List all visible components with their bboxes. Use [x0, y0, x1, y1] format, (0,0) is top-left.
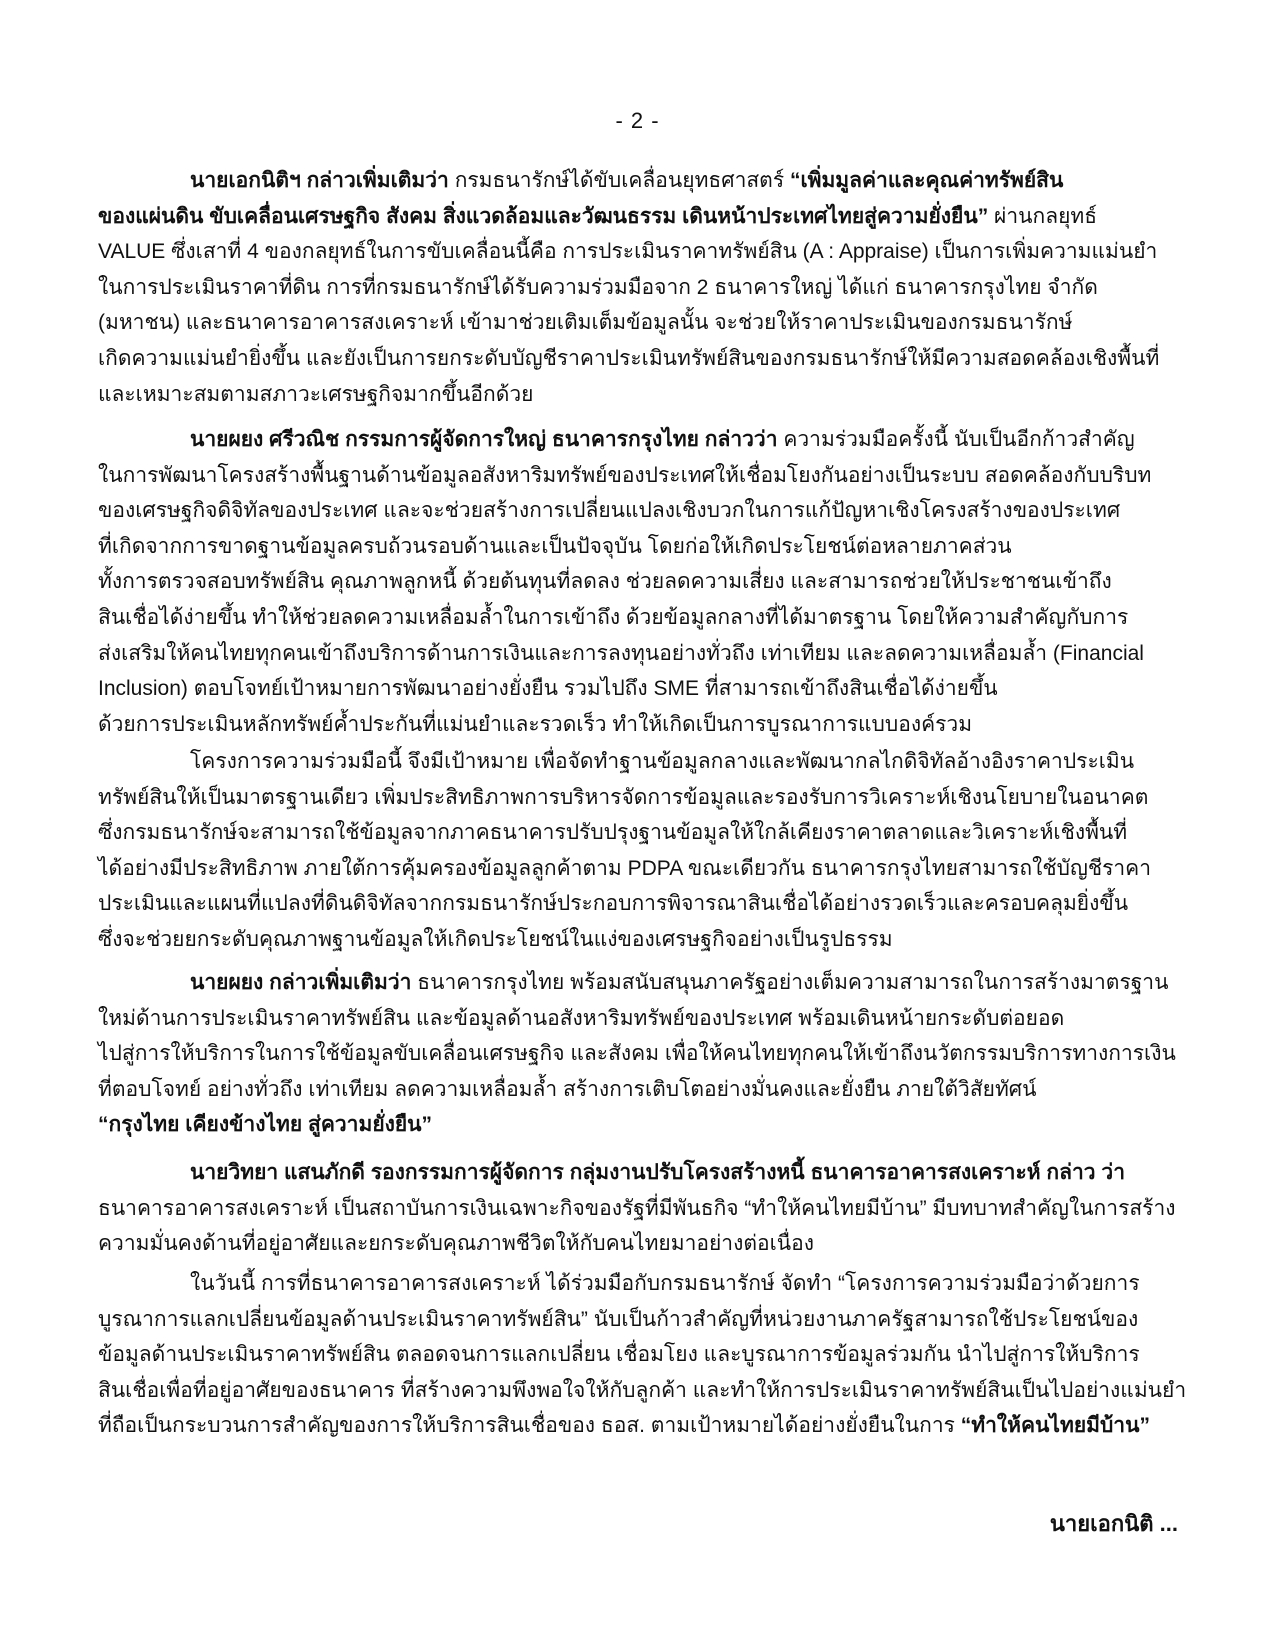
text-line: [98, 377, 1178, 413]
text-line: [98, 600, 1178, 636]
text-line: [98, 493, 1178, 529]
text-segment: และเหมาะสมตามสภาวะเศรษฐกิจมากขึ้นอีกด้วย: [98, 382, 534, 406]
text-line: [98, 1072, 1178, 1108]
text-segment: ในการพัฒนาโครงสร้างพื้นฐานด้านข้อมูลอสังหาริมทรัพย์ของประเทศให้เชื่อมโยงกันอย่างเป็นระบบ สอดคล้องกับบริบท: [98, 463, 1152, 487]
text-segment: ซึ่งกรมธนารักษ์จะสามารถใช้ข้อมูลจากภาคธนาคารปรับปรุงฐานข้อมูลให้ใกล้เคียงราคาตลาดและวิเคราะห์เชิงพื้นที่: [98, 821, 1128, 845]
bold-text-segment: ของแผ่นดิน ขับเคลื่อนเศรษฐกิจ สังคม สิ่งแวดล้อมและวัฒนธรรม เดินหน้าประเทศไทยสู่ความยั่งยืน”: [98, 204, 989, 228]
text-segment: ในการประเมินราคาที่ดิน การที่กรมธนารักษ์ได้รับความร่วมมือจาก 2 ธนาคารใหญ่ ได้แก่ ธนาคารกรุงไทย จำกัด: [98, 275, 1098, 299]
bold-text-segment: นายวิทยา แสนภักดี รองกรรมการผู้จัดการ กลุ่มงานปรับโครงสร้างหนี้ ธนาคารอาคารสงเคราะห์ กล่าว ว่า: [190, 1161, 1125, 1184]
text-line: [98, 1408, 1178, 1444]
text-segment: Inclusion) ตอบโจทย์เป้าหมายการพัฒนาอย่างยั่งยืน รวมไปถึง SME ที่สามารถเข้าถึงสินเชื่อได้ง่ายขึ้น: [98, 677, 998, 701]
text-line: [98, 1373, 1187, 1409]
text-line: [98, 1266, 1178, 1302]
text-line: [98, 305, 1178, 341]
text-line: [98, 199, 1178, 235]
text-segment: ประเมินและแผนที่แปลงที่ดินดิจิทัลจากกรมธนารักษ์ประกอบการพิจารณาสินเชื่อได้อย่างรวดเร็วและครอบคลุมยิ่งขึ้น: [98, 892, 1129, 916]
text-segment: เกิดความแม่นยำยิ่งขึ้น และยังเป็นการยกระดับบัญชีราคาประเมินทรัพย์สินของกรมธนารักษ์ให้มีความสอดคล้องเชิงพื้นที่: [98, 346, 1160, 370]
text-segment: ด้วยการประเมินหลักทรัพย์ค้ำประกันที่แม่นยำและรวดเร็ว ทำให้เกิดเป็นการบูรณาการแบบองค์รวม: [98, 712, 973, 736]
bold-text-segment: “ทำให้คนไทยมีบ้าน”: [960, 1414, 1150, 1438]
text-segment: ทั้งการตรวจสอบทรัพย์สิน คุณภาพลูกหนี้ ด้วยต้นทุนที่ลดลง ช่วยลดความเสี่ยง และสามารถช่วยให้ประชาชนเข้าถึง: [98, 570, 1112, 594]
text-segment: ที่เกิดจากการขาดฐานข้อมูลครบถ้วนรอบด้านและเป็นปัจจุบัน โดยก่อให้เกิดประโยชน์ต่อหลายภาคส่วน: [98, 534, 1012, 558]
paragraph: [98, 965, 1178, 1143]
bold-text-segment: “กรุงไทย เคียงข้างไทย สู่ความยั่งยืน”: [98, 1113, 433, 1137]
text-line: [98, 922, 1178, 958]
text-segment: ความร่วมมือครั้งนี้ นับเป็นอีกก้าวสำคัญ: [783, 428, 1135, 451]
text-line: [98, 422, 1178, 458]
text-segment: กรมธนารักษ์ได้ขับเคลื่อนยุทธศาสตร์: [454, 169, 790, 192]
text-line: [98, 851, 1178, 887]
text-segment: ธนาคารอาคารสงเคราะห์ เป็นสถาบันการเงินเฉพาะกิจของรัฐที่มีพันธกิจ “ทำให้คนไทยมีบ้าน” มีบทบาทสำคัญในการสร้าง: [98, 1196, 1176, 1220]
text-line: [98, 1107, 1178, 1143]
text-line: [98, 564, 1178, 600]
text-segment: ความมั่นคงด้านที่อยู่อาศัยและยกระดับคุณภาพชีวิตให้กับคนไทยมาอย่างต่อเนื่อง: [98, 1232, 814, 1256]
paragraph: [98, 163, 1178, 412]
bold-text-segment: นายผยง กล่าวเพิ่มเติมว่า: [190, 971, 418, 994]
text-line: [98, 270, 1178, 306]
bold-text-segment: “เพิ่มมูลค่าและคุณค่าทรัพย์สิน: [789, 169, 1064, 192]
text-line: [98, 1001, 1178, 1037]
text-segment: VALUE ซึ่งเสาที่ 4 ของกลยุทธ์ในการขับเคลื่อนนี้คือ การประเมินราคาทรัพย์สิน (A : Appraise) เป็นการเพิ่มความแม่นยำ: [98, 240, 1158, 264]
text-line: [98, 341, 1178, 377]
text-segment: ได้อย่างมีประสิทธิภาพ ภายใต้การคุ้มครองข้อมูลลูกค้าตาม PDPA ขณะเดียวกัน ธนาคารกรุงไทยสามารถใช้บัญชีราคา: [98, 856, 1152, 880]
text-segment: ส่งเสริมให้คนไทยทุกคนเข้าถึงบริการด้านการเงินและการลงทุนอย่างทั่วถึง เท่าเทียม และลดความเหลื่อมล้ำ (Financial: [98, 641, 1144, 665]
text-segment: ซึ่งจะช่วยยกระดับคุณภาพฐานข้อมูลให้เกิดประโยชน์ในแง่ของเศรษฐกิจอย่างเป็นรูปธรรม: [98, 927, 893, 951]
text-segment: โครงการความร่วมมือนี้ จึงมีเป้าหมาย เพื่อจัดทำฐานข้อมูลกลางและพัฒนากลไกดิจิทัลอ้างอิงราคาประเมิน: [190, 750, 1135, 773]
text-segment: ทรัพย์สินให้เป็นมาตรฐานเดียว เพิ่มประสิทธิภาพการบริหารจัดการข้อมูลและรองรับการวิเคราะห์เชิงนโยบายในอนาคต: [98, 785, 1149, 809]
text-segment: ไปสู่การให้บริการในการใช้ข้อมูลขับเคลื่อนเศรษฐกิจ และสังคม เพื่อให้คนไทยทุกคนให้เข้าถึงนวัตกรรมบริการทางการเงิน: [98, 1042, 1176, 1066]
text-line: [98, 1191, 1178, 1227]
text-segment: ของเศรษฐกิจดิจิทัลของประเทศ และจะช่วยสร้างการเปลี่ยนแปลงเชิงบวกในการแก้ปัญหาเชิงโครงสร้างของประเทศ: [98, 499, 1121, 523]
text-line: [98, 744, 1178, 780]
text-segment: ใหม่ด้านการประเมินราคาทรัพย์สิน และข้อมูลด้านอสังหาริมทรัพย์ของประเทศ พร้อมเดินหน้ายกระดับต่อยอด: [98, 1006, 1065, 1030]
bold-text-segment: นายเอกนิติฯ กล่าวเพิ่มเติมว่า: [190, 169, 455, 192]
text-line: [98, 458, 1178, 494]
paragraph: [98, 1155, 1178, 1262]
text-segment: สินเชื่อได้ง่ายขึ้น ทำให้ช่วยลดความเหลื่อมล้ำในการเข้าถึง ด้วยข้อมูลกลางที่ได้มาตรฐาน โดยให้ความสำคัญกับการ: [98, 605, 1129, 629]
text-segment: ธนาคารกรุงไทย พร้อมสนับสนุนภาครัฐอย่างเต็มความสามารถในการสร้างมาตรฐาน: [417, 971, 1169, 994]
page-number: - 2 -: [615, 108, 660, 133]
text-segment: (มหาชน) และธนาคารอาคารสงเคราะห์ เข้ามาช่วยเติมเต็มข้อมูลนั้น จะช่วยให้ราคาประเมินของกรมธนารักษ์: [98, 311, 1073, 335]
text-segment: ที่ถือเป็นกระบวนการสำคัญของการให้บริการสินเชื่อของ ธอส. ตามเป้าหมายได้อย่างยั่งยืนในการ: [98, 1414, 961, 1438]
text-line: [98, 965, 1178, 1001]
text-line: [98, 886, 1178, 922]
text-segment: สินเชื่อเพื่อที่อยู่อาศัยของธนาคาร ที่สร้างความพึงพอใจให้กับลูกค้า และทำให้การประเมินราคาทรัพย์สินเป็นไปอย่างแม่นยำ: [98, 1378, 1187, 1402]
text-line: [98, 163, 1178, 199]
text-segment: ข้อมูลด้านประเมินราคาทรัพย์สิน ตลอดจนการแลกเปลี่ยน เชื่อมโยง และบูรณาการข้อมูลร่วมกัน นำไปสู่การให้บริการ: [98, 1343, 1140, 1367]
text-line: [98, 234, 1178, 270]
paragraph: [98, 422, 1178, 742]
text-line: [98, 815, 1178, 851]
bold-text-segment: นายผยง ศรีวณิช กรรมการผู้จัดการใหญ่ ธนาคารกรุงไทย กล่าวว่า: [190, 428, 784, 451]
text-line: [98, 780, 1178, 816]
text-line: [98, 1302, 1178, 1338]
text-line: [98, 1226, 1178, 1262]
text-segment: ผ่านกลยุทธ์: [988, 204, 1098, 228]
text-line: [98, 636, 1178, 672]
text-line: [98, 529, 1178, 565]
text-line: [98, 1036, 1178, 1072]
text-line: [98, 707, 1178, 743]
text-segment: ในวันนี้ การที่ธนาคารอาคารสงเคราะห์ ได้ร่วมมือกับกรมธนารักษ์ จัดทำ “โครงการความร่วมมือว่าด้วยการ: [190, 1272, 1140, 1295]
continuation-marker: นายเอกนิติ ...: [1049, 1511, 1178, 1536]
text-line: [98, 1337, 1178, 1373]
text-segment: บูรณาการแลกเปลี่ยนข้อมูลด้านประเมินราคาทรัพย์สิน” นับเป็นก้าวสำคัญที่หน่วยงานภาครัฐสามารถใช้ประโยชน์ของ: [98, 1307, 1139, 1331]
paragraph: [98, 744, 1178, 958]
text-line: [98, 1155, 1178, 1191]
text-segment: ที่ตอบโจทย์ อย่างทั่วถึง เท่าเทียม ลดความเหลื่อมล้ำ สร้างการเติบโตอย่างมั่นคงและยั่งยืน ภายใต้วิสัยทัศน์: [98, 1077, 1037, 1101]
text-line: [98, 671, 1178, 707]
paragraph: [98, 1266, 1187, 1444]
